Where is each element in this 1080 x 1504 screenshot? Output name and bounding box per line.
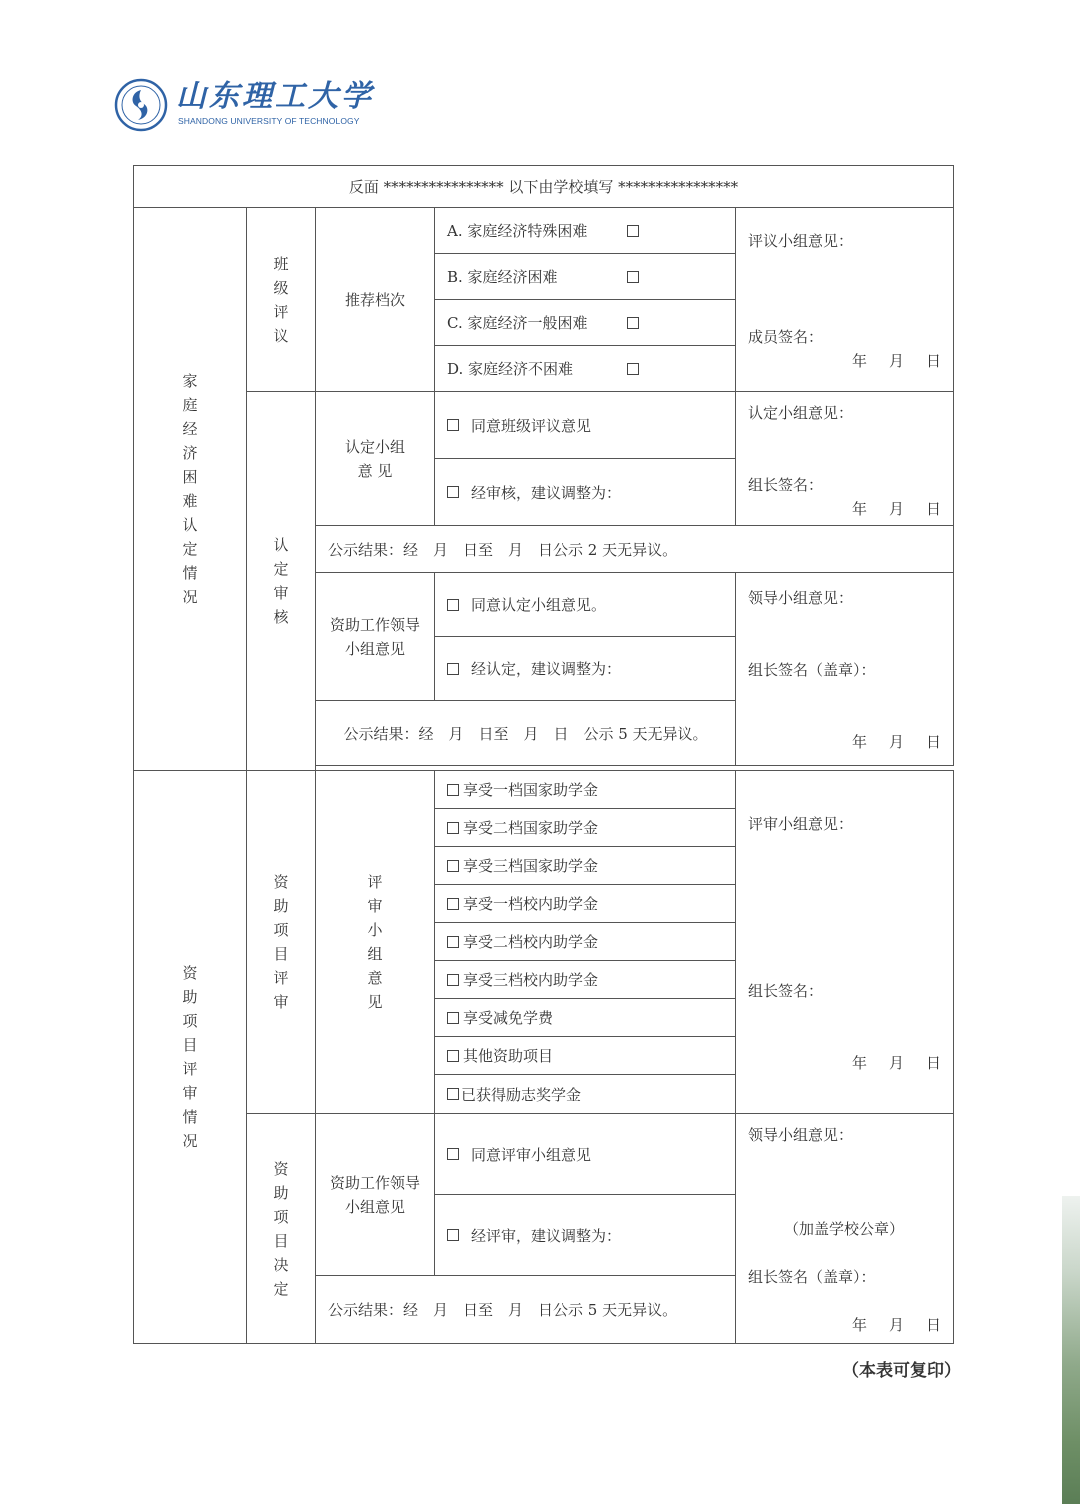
evaluation-opinion-label: 评审小组意见： — [748, 815, 854, 833]
checkbox-icon[interactable] — [447, 419, 459, 431]
decision-title — [247, 1114, 316, 1344]
class-review-opinion-cell — [736, 208, 954, 392]
decision-option-agree[interactable] — [435, 1114, 736, 1195]
group-option-adjust-label: 经审核，建议调整为： — [471, 483, 622, 502]
publish-result-1: 公示结果：经 月 日至 月 日公示 2 天无异议。 — [316, 526, 954, 573]
aid-option[interactable] — [435, 771, 736, 809]
checkbox-icon[interactable] — [447, 784, 459, 796]
aid-option[interactable] — [435, 1037, 736, 1075]
aid-option-label: 享受一档国家助学金 — [463, 781, 599, 799]
checkbox-icon[interactable] — [447, 1148, 459, 1160]
checkbox-icon[interactable] — [627, 363, 639, 375]
checkbox-icon[interactable] — [447, 1012, 459, 1024]
decision-date: 年 月 日 — [851, 1316, 941, 1334]
publish-result-2: 公示结果：经 月 日至 月 日 公示 5 天无异议。 — [316, 701, 736, 766]
logo-english-name: SHANDONG UNIVERSITY OF TECHNOLOGY — [178, 116, 360, 126]
checkbox-icon[interactable] — [447, 1229, 459, 1241]
leader-date: 年 月 日 — [851, 733, 941, 751]
decision-opinion-label: 领导小组意见： — [748, 1126, 854, 1144]
evaluation-title-text: 资助项目评审 — [273, 873, 289, 1011]
aid-option-label: 享受二档校内助学金 — [463, 933, 599, 951]
group-sign-label: 组长签名： — [748, 476, 824, 494]
checkbox-icon[interactable] — [447, 974, 459, 986]
panel-label — [316, 771, 435, 1114]
family-section-title-text: 家庭经济困难认定情况 — [182, 372, 198, 606]
aid-option[interactable] — [435, 847, 736, 885]
school-form-table — [133, 165, 954, 1344]
aid-option-label: 其他资助项目 — [463, 1047, 554, 1065]
aid-option[interactable] — [435, 809, 736, 847]
decision-publish-result: 公示结果：经 月 日至 月 日公示 5 天无异议。 — [316, 1276, 736, 1344]
group-label — [316, 392, 435, 526]
level-option-b-label: B. 家庭经济困难 — [447, 268, 558, 286]
logo-chinese-name: 山东理工大学 — [176, 79, 374, 114]
group-label-text: 认定小组意 见 — [344, 437, 405, 480]
level-option-b[interactable] — [435, 254, 736, 300]
group-date: 年 月 日 — [851, 500, 941, 518]
leader-option-agree-label: 同意认定小组意见。 — [471, 596, 607, 614]
copy-note: （本表可复印） — [842, 1361, 961, 1380]
decision-seal-note: （加盖学校公章） — [784, 1220, 905, 1238]
level-label: 推荐档次 — [316, 208, 435, 392]
decision-opinion-cell — [736, 1114, 954, 1344]
checkbox-icon[interactable] — [447, 1050, 459, 1062]
review-title-text: 认定审核 — [273, 536, 289, 626]
checkbox-icon[interactable] — [447, 663, 459, 675]
checkbox-icon[interactable] — [447, 936, 459, 948]
panel-label-text: 评审小组意见 — [367, 873, 383, 1011]
level-option-a[interactable] — [435, 208, 736, 254]
decision-leader-label-text: 资助工作领导小组意见 — [329, 1173, 420, 1216]
evaluation-sign-label: 组长签名： — [748, 982, 824, 1000]
decision-sign-label: 组长签名（盖章）： — [748, 1268, 876, 1286]
family-section-title — [134, 208, 247, 771]
leader-option-agree[interactable] — [435, 573, 736, 637]
leader-sign-label: 组长签名（盖章）： — [748, 661, 876, 679]
aid-option[interactable] — [435, 885, 736, 923]
aid-option-label: 享受一档校内助学金 — [463, 895, 599, 913]
aid-section-title — [134, 771, 247, 1344]
checkbox-icon[interactable] — [627, 271, 639, 283]
class-review-title — [247, 208, 316, 392]
review-title — [247, 392, 316, 771]
evaluation-title — [247, 771, 316, 1114]
group-option-agree[interactable] — [435, 392, 736, 459]
aid-section-title-text: 资助项目评审情况 — [182, 964, 198, 1150]
leader-option-adjust-label: 经认定，建议调整为： — [471, 660, 622, 678]
leader-option-adjust[interactable] — [435, 637, 736, 701]
university-logo — [114, 78, 374, 134]
decision-option-agree-label: 同意评审小组意见 — [471, 1145, 592, 1164]
leader-opinion-cell — [736, 573, 954, 766]
class-review-date: 年 月 日 — [851, 352, 941, 370]
checkbox-icon[interactable] — [447, 898, 459, 910]
aid-option-label: 享受三档国家助学金 — [463, 857, 599, 875]
class-review-title-text: 班级评议 — [273, 254, 289, 345]
decision-option-adjust-label: 经评审，建议调整为： — [471, 1226, 622, 1245]
checkbox-icon[interactable] — [447, 599, 459, 611]
checkbox-icon[interactable] — [447, 486, 459, 498]
aid-option[interactable] — [435, 961, 736, 999]
decision-leader-label — [316, 1114, 435, 1276]
group-opinion-cell — [736, 392, 954, 526]
checkbox-icon[interactable] — [627, 225, 639, 237]
aid-option-label: 享受三档校内助学金 — [463, 971, 599, 989]
form-header: 反面 **************** 以下由学校填写 **************** — [134, 166, 954, 208]
class-review-opinion-label: 评议小组意见： — [748, 232, 854, 250]
level-option-c[interactable] — [435, 300, 736, 346]
level-option-c-label: C. 家庭经济一般困难 — [447, 314, 588, 332]
checkbox-icon[interactable] — [447, 860, 459, 872]
decision-title-text: 资助项目决定 — [273, 1159, 289, 1298]
decorative-landscape-strip — [1062, 1196, 1080, 1504]
group-option-agree-label: 同意班级评议意见 — [471, 416, 592, 435]
evaluation-date: 年 月 日 — [851, 1054, 941, 1072]
level-option-d[interactable] — [435, 346, 736, 392]
level-option-a-label: A. 家庭经济特殊困难 — [447, 222, 588, 240]
level-option-d-label: D. 家庭经济不困难 — [447, 360, 574, 378]
aid-option-label: 享受减免学费 — [463, 1009, 554, 1027]
aid-option[interactable] — [435, 923, 736, 961]
checkbox-icon[interactable] — [627, 317, 639, 329]
aid-option-label: 享受二档国家助学金 — [463, 819, 599, 837]
aid-option[interactable] — [435, 999, 736, 1037]
evaluation-opinion-cell — [736, 771, 954, 1114]
decision-option-adjust[interactable] — [435, 1195, 736, 1276]
group-option-adjust[interactable] — [435, 459, 736, 526]
leader-opinion-label: 领导小组意见： — [748, 589, 854, 607]
leader-label — [316, 573, 435, 701]
group-opinion-label: 认定小组意见： — [748, 404, 854, 422]
aid-option[interactable] — [435, 1075, 736, 1114]
checkbox-icon[interactable] — [447, 1088, 459, 1100]
aid-option-label: 已获得励志奖学金 — [461, 1085, 582, 1104]
leader-label-text: 资助工作领导小组意见 — [329, 615, 420, 658]
university-seal-icon — [114, 78, 168, 132]
checkbox-icon[interactable] — [447, 822, 459, 834]
class-review-sign-label: 成员签名： — [748, 328, 824, 346]
